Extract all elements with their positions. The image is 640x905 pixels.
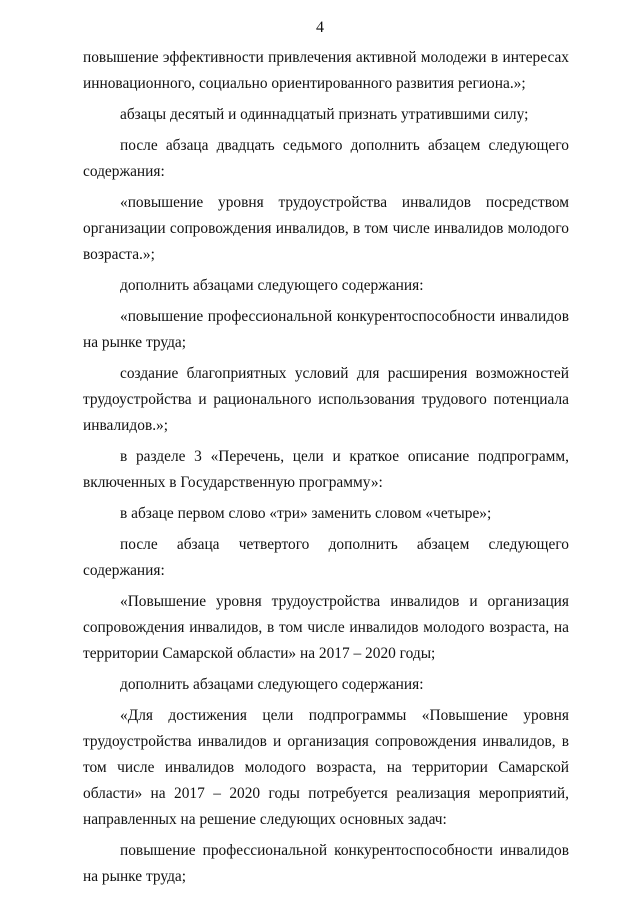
paragraph-9: в абзаце первом слово «три» заменить словом «четыре»; [120, 505, 492, 522]
document-body [83, 45, 569, 890]
paragraph-6: «повышение профессиональной конкурентоспособности инвалидов на рынке труда; [83, 308, 569, 351]
paragraph-12: дополнить абзацами следующего содержания: [120, 676, 424, 693]
paragraph-4: «повышение уровня трудоустройства инвалидов посредством организации сопровождения инвалидов, в том числе инвалидов молодого возраста.»; [83, 194, 569, 263]
paragraph-14: повышение профессиональной конкурентоспособности инвалидов на рынке труда; [83, 842, 569, 885]
paragraph-3: после абзаца двадцать седьмого дополнить абзацем следующего содержания: [83, 137, 569, 180]
paragraph-10: после абзаца четвертого дополнить абзацем следующего содержания: [83, 536, 569, 579]
paragraph-11: «Повышение уровня трудоустройства инвалидов и организация сопровождения инвалидов, в том числе инвалидов молодого возраста, на территории Самарской области» на 2017 – 2020 годы; [83, 593, 569, 662]
paragraph-8: в разделе 3 «Перечень, цели и краткое описание подпрограмм, включенных в Государственную программу»: [83, 448, 569, 491]
paragraph-5: дополнить абзацами следующего содержания: [120, 277, 424, 294]
paragraph-1: повышение эффективности привлечения активной молодежи в интересах инновационного, социально ориентированного развития региона.»; [83, 49, 569, 92]
page-number: 4 [316, 19, 324, 36]
paragraph-7: создание благоприятных условий для расширения возможностей трудоустройства и рационального использования трудового потенциала инвалидов.»; [83, 365, 569, 434]
paragraph-2: абзацы десятый и одиннадцатый признать утратившими силу; [120, 106, 529, 123]
paragraph-13: «Для достижения цели подпрограммы «Повышение уровня трудоустройства инвалидов и организация сопровождения инвалидов, в том числе инвалидов молодого возраста, на территории Самарской области» на 2017 – 2020 годы потребуется реализация мероприятий, направленных на решение следующих основных задач: [83, 707, 569, 828]
